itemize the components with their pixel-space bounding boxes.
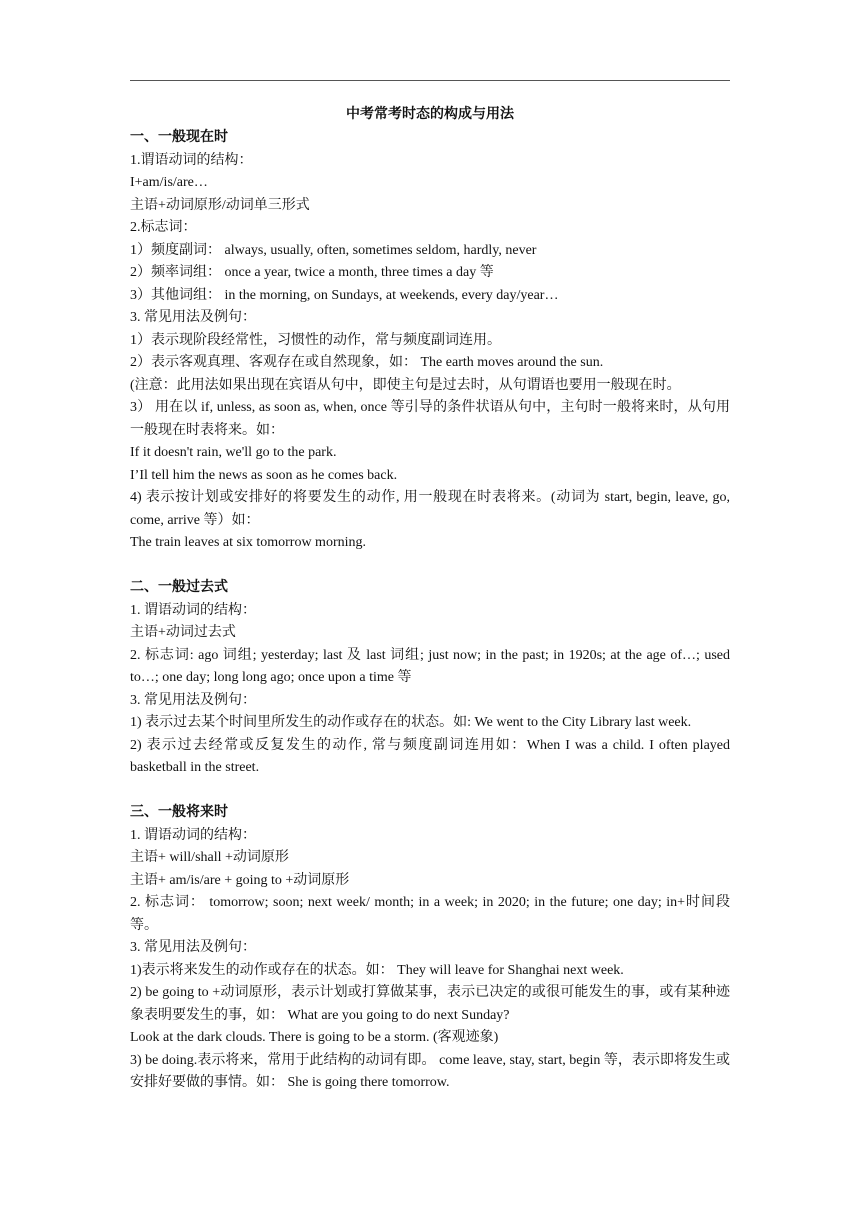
section-heading: 一、一般现在时 <box>130 130 228 145</box>
text-line: 3）其他词组： in the morning, on Sundays, at weekends, every day/year… <box>130 287 559 303</box>
text-line: 3. 常见用法及例句： <box>130 692 256 708</box>
text-paragraph: 3） 用在以 if, unless, as soon as, when, once 等引导的条件状语从句中，主句时一般将来时，从句用一般现在时表将来。如： <box>130 400 730 438</box>
section-present-simple <box>130 127 730 555</box>
text-line: 1. 谓语动词的结构： <box>130 602 256 618</box>
text-line: The train leaves at six tomorrow morning. <box>130 535 366 550</box>
text-line: 1）频度副词： always, usually, often, sometimes seldom, hardly, never <box>130 242 537 258</box>
text-line: 主语+动词原形/动词单三形式 <box>130 197 310 213</box>
text-paragraph: 2. 标志词: ago 词组; yesterday; last 及 last 词组; just now; in the past; in 1920s; at the age of…; used to…; one day; long long ago; once upon a time 等 <box>130 647 730 685</box>
text-paragraph: 3) be doing.表示将来，常用于此结构的动词有即。 come leave, stay, start, begin 等，表示即将发生或安排好要做的事情。如： She is going there tomorrow. <box>130 1052 730 1090</box>
text-line: 1.谓语动词的结构： <box>130 152 253 168</box>
text-line: 2）频率词组： once a year, twice a month, three times a day 等 <box>130 265 494 280</box>
text-line: 3. 常见用法及例句： <box>130 940 256 955</box>
page-title: 中考常考时态的构成与用法 <box>346 107 514 122</box>
text-line: 主语+ will/shall +动词原形 <box>130 850 289 865</box>
text-line: 2）表示客观真理、客观存在或自然现象，如： The earth moves around the sun. <box>130 355 604 370</box>
text-paragraph: 2) 表示过去经常或反复发生的动作, 常与频度副词连用如：When I was a child. I often played basketball in the street. <box>130 737 730 775</box>
text-paragraph: 4) 表示按计划或安排好的将要发生的动作, 用一般现在时表将来。(动词为 start, begin, leave, go, come, arrive 等）如： <box>130 490 730 528</box>
section-heading: 二、一般过去式 <box>130 580 228 595</box>
text-paragraph: 2. 标志词： tomorrow; soon; next week/ month; in a week; in 2020; in the future; one day; in+时间段等。 <box>130 895 730 933</box>
text-line: 1）表示现阶段经常性，习惯性的动作，常与频度副词连用。 <box>130 332 501 348</box>
text-line: 1)表示将来发生的动作或存在的状态。如： They will leave for Shanghai next week. <box>130 962 624 978</box>
text-line: I’Il tell him the news as soon as he comes back. <box>130 467 398 483</box>
header-rule <box>130 80 730 81</box>
text-line: 3. 常见用法及例句： <box>130 310 256 325</box>
text-line: If it doesn't rain, we'll go to the park. <box>130 445 337 460</box>
section-heading: 三、一般将来时 <box>130 805 228 820</box>
spacer <box>130 555 730 578</box>
text-line: 1) 表示过去某个时间里所发生的动作或存在的状态。如: We went to the City Library last week. <box>130 715 692 730</box>
text-line: Look at the dark clouds. There is going to be a storm. (客观迹象) <box>130 1030 499 1045</box>
spacer <box>130 780 730 803</box>
text-line: 1. 谓语动词的结构： <box>130 827 256 843</box>
text-line: I+am/is/are… <box>130 175 208 190</box>
section-future-simple <box>130 802 730 1095</box>
text-line: (注意：此用法如果出现在宾语从句中，即使主句是过去时，从句谓语也要用一般现在时。 <box>130 377 681 393</box>
text-line: 2.标志词： <box>130 220 197 235</box>
document-body <box>130 104 730 1095</box>
section-past-simple <box>130 577 730 780</box>
text-line: 主语+ am/is/are + going to +动词原形 <box>130 872 350 888</box>
text-line: 主语+动词过去式 <box>130 625 236 640</box>
text-paragraph: 2) be going to +动词原形，表示计划或打算做某事，表示已决定的或很可能发生的事，或有某种迹象表明要发生的事，如： What are you going to do next Sunday? <box>130 985 730 1023</box>
